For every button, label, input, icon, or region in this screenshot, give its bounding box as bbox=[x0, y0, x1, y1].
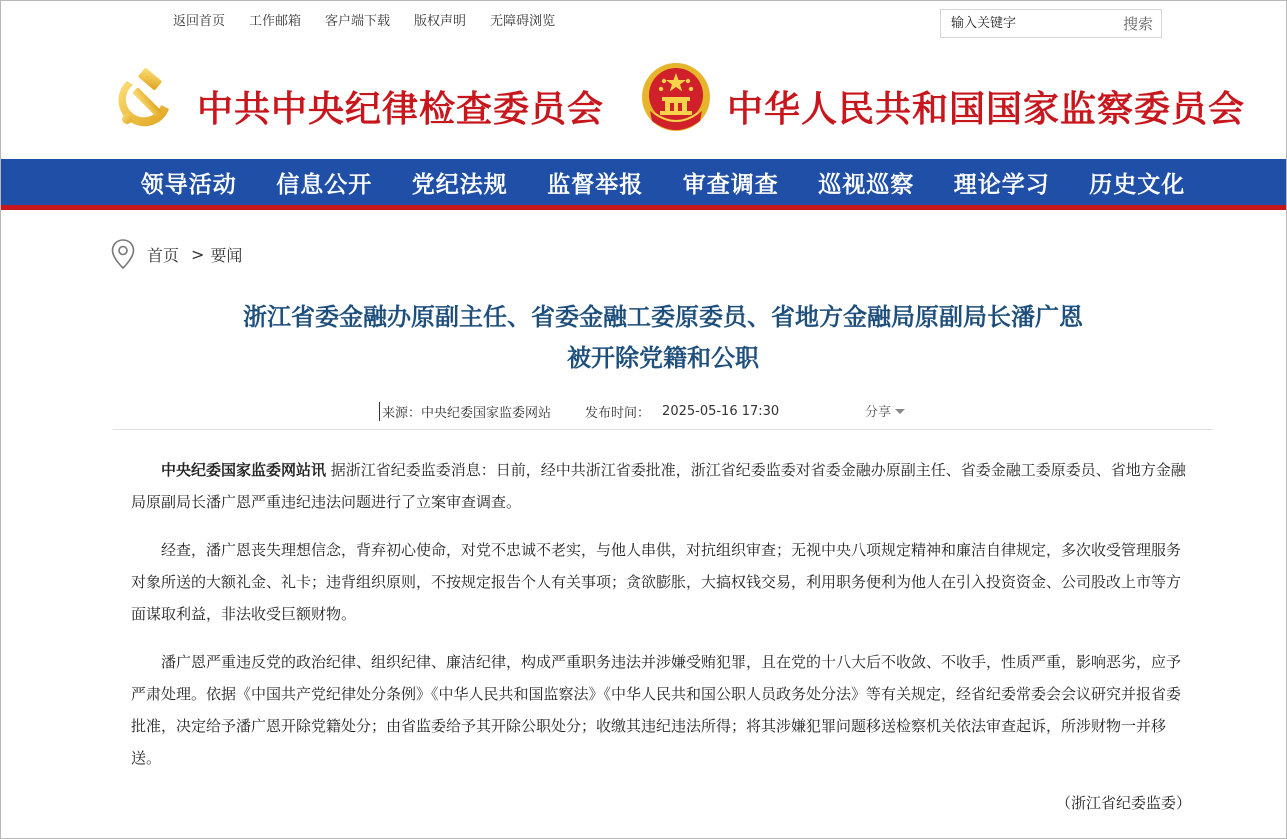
main-nav bbox=[1, 159, 1287, 210]
article-title-line1: 浙江省委金融办原副主任、省委金融工委原委员、省地方金融局原副局长潘广恩 bbox=[243, 303, 1083, 331]
national-emblem-icon bbox=[640, 61, 712, 135]
top-links bbox=[173, 10, 579, 29]
party-emblem-icon bbox=[113, 63, 181, 131]
nav-item-regulations[interactable]: 党纪法规 bbox=[411, 170, 508, 198]
top-link-mail[interactable]: 工作邮箱 bbox=[249, 14, 302, 29]
source-value: 中央纪委国家监委网站 bbox=[421, 406, 552, 421]
top-link-accessibility[interactable]: 无障碍浏览 bbox=[490, 14, 556, 29]
nav-item-disclosure[interactable]: 信息公开 bbox=[276, 170, 373, 198]
article-paragraph-2: 经查，潘广恩丧失理想信念，背弃初心使命，对党不忠诚不老实，与他人串供，对抗组织审查；无视中央八项规定精神和廉洁自律规定，多次收受管理服务对象所送的大额礼金、礼卡；违背组织原则，不按规定报告个人有关事项；贪欲膨胀，大搞权钱交易，利用职务便利为他人在引入投资资金、公司股改上市等方面谋取利益，非法收受巨额财物。 bbox=[131, 541, 1182, 623]
share-button[interactable] bbox=[865, 401, 905, 420]
nav-item-inspection[interactable]: 巡视巡察 bbox=[818, 170, 915, 198]
nav-item-history[interactable]: 历史文化 bbox=[1089, 170, 1186, 198]
location-pin-icon bbox=[111, 239, 135, 269]
article-title bbox=[113, 297, 1213, 379]
nav-item-leadership[interactable]: 领导活动 bbox=[140, 170, 237, 198]
search-box bbox=[940, 9, 1162, 38]
breadcrumb-current[interactable]: 要闻 bbox=[210, 245, 243, 265]
site-header bbox=[1, 51, 1286, 159]
breadcrumb-separator: > bbox=[191, 244, 205, 264]
source-label: 来源： bbox=[379, 402, 421, 421]
title-ccdi: 中共中央纪律检查委员会 bbox=[197, 88, 605, 130]
divider bbox=[113, 429, 1213, 430]
article-body bbox=[131, 454, 1191, 790]
article-meta bbox=[379, 402, 779, 421]
article-paragraph-1 bbox=[131, 454, 1191, 518]
title-nsc: 中华人民共和国国家监察委员会 bbox=[727, 88, 1246, 130]
nav-item-reporting[interactable]: 监督举报 bbox=[547, 170, 644, 198]
paragraph-1-text: 据浙江省纪委监委消息：日前，经中共浙江省委批准，浙江省纪委监委对省委金融办原副主任、省委金融工委原委员、省地方金融局原副局长潘广恩严重违纪违法问题进行了立案审查调查。 bbox=[131, 461, 1186, 511]
share-label: 分享 bbox=[865, 405, 892, 420]
article-title-line2: 被开除党籍和公职 bbox=[567, 344, 759, 372]
publish-time-label: 发布时间： bbox=[585, 406, 651, 421]
top-link-home[interactable]: 返回首页 bbox=[173, 14, 226, 29]
breadcrumb-home[interactable]: 首页 bbox=[147, 245, 180, 265]
publish-time-value: 2025-05-16 17:30 bbox=[662, 404, 780, 419]
article-end-source: （浙江省纪委监委） bbox=[1056, 794, 1192, 812]
breadcrumb bbox=[111, 239, 242, 269]
article-paragraph-3: 潘广恩严重违反党的政治纪律、组织纪律、廉洁纪律，构成严重职务违法并涉嫌受贿犯罪，且在党的十八大后不收敛、不收手，性质严重，影响恶劣，应予严肃处理。依据《中国共产党纪律处分条例》《中华人民共和国监察法》《中华人民共和国公职人员政务处分法》等有关规定，经省纪委常委会会议研究并报省委批准，决定给予潘广恩开除党籍处分；由省监委给予其开除公职处分；收缴其违纪违法所得；将其涉嫌犯罪问题移送检察机关依法审查起诉，所涉财物一并移送。 bbox=[131, 653, 1182, 767]
nav-item-investigation[interactable]: 审查调查 bbox=[682, 170, 779, 198]
lead-source: 中央纪委国家监委网站讯 bbox=[161, 461, 327, 479]
nav-item-theory[interactable]: 理论学习 bbox=[953, 170, 1050, 198]
top-link-copyright[interactable]: 版权声明 bbox=[414, 14, 467, 29]
search-input[interactable] bbox=[941, 10, 1111, 37]
chevron-down-icon bbox=[895, 409, 905, 414]
top-link-client-download[interactable]: 客户端下载 bbox=[325, 14, 391, 29]
search-button[interactable]: 搜索 bbox=[1123, 15, 1154, 33]
